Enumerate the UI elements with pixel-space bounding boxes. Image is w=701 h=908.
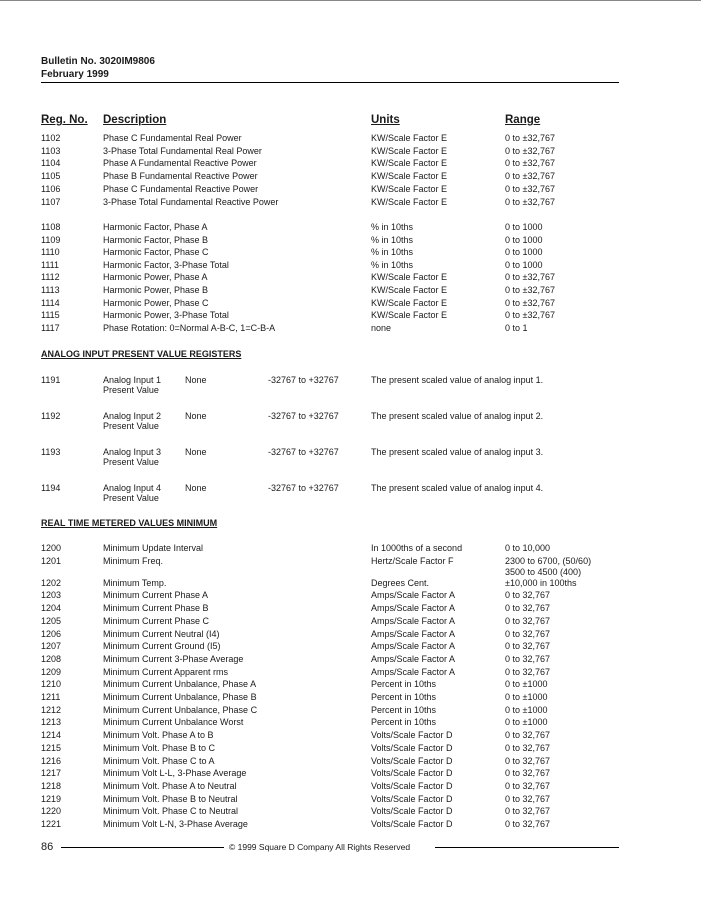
reg-description: Phase C Fundamental Real Power <box>103 133 242 143</box>
analog-name-line1: Analog Input 2 <box>103 411 162 421</box>
reg-range: 0 to ±32,767 <box>505 196 555 207</box>
table-row <box>0 818 701 831</box>
reg-description: Harmonic Power, Phase C <box>103 297 209 308</box>
reg-description: Phase B Fundamental Reactive Power <box>103 171 258 182</box>
reg-number: 1203 <box>41 590 62 601</box>
reg-range: 0 to 32,767 <box>505 603 551 614</box>
table-row <box>0 246 701 259</box>
table-row <box>0 322 701 335</box>
reg-units: Volts/Scale Factor D <box>371 742 453 753</box>
reg-description: Minimum Volt. Phase A to B <box>103 730 214 741</box>
reg-units: KW/Scale Factor E <box>371 272 448 283</box>
reg-number: 1215 <box>41 742 62 753</box>
reg-number: 1105 <box>41 171 61 182</box>
reg-description: Minimum Current Unbalance, Phase A <box>103 679 257 690</box>
reg-units: Volts/Scale Factor D <box>371 768 453 779</box>
reg-number: 1213 <box>41 717 62 728</box>
reg-description: Phase C Fundamental Reactive Power <box>103 183 259 194</box>
reg-description: Harmonic Factor, Phase B <box>103 234 209 245</box>
reg-number: 1106 <box>41 183 61 194</box>
analog-name-line2: Present Value <box>103 457 159 467</box>
table-row <box>0 678 701 691</box>
reg-range: 0 to 1000 <box>505 222 543 232</box>
reg-number: 1194 <box>41 483 61 493</box>
table-row <box>0 704 701 717</box>
analog-name-line1: Analog Input 1 <box>103 375 162 385</box>
reg-range: 0 to ±32,767 <box>505 272 555 283</box>
reg-description: Minimum Current Phase B <box>103 603 209 614</box>
table-row <box>0 196 701 209</box>
reg-range-secondary: 3500 to 4500 (400) <box>505 566 582 577</box>
reg-range: 0 to 32,767 <box>505 666 551 677</box>
col-header-description: Description <box>103 114 167 126</box>
table-row <box>0 309 701 322</box>
reg-units: Volts/Scale Factor D <box>371 730 453 741</box>
table-row <box>0 666 701 679</box>
reg-range: 0 to 32,767 <box>505 615 551 626</box>
reg-description: 3-Phase Total Fundamental Real Power <box>103 145 262 156</box>
reg-units: Volts/Scale Factor D <box>371 806 453 817</box>
table-row <box>0 157 701 170</box>
table-row <box>0 271 701 284</box>
reg-units: Hertz/Scale Factor F <box>371 555 454 566</box>
reg-description: Harmonic Factor, Phase C <box>103 247 209 258</box>
reg-range: 0 to 1000 <box>505 247 543 258</box>
reg-range: 0 to ±1000 <box>505 692 548 702</box>
reg-description: Minimum Volt. Phase C to A <box>103 755 215 766</box>
analog-name-line2: Present Value <box>103 385 159 395</box>
reg-number: 1113 <box>41 285 60 295</box>
reg-units: Degrees Cent. <box>371 577 430 588</box>
reg-range: 0 to ±1000 <box>505 679 548 690</box>
reg-units: Amps/Scale Factor A <box>371 641 456 652</box>
reg-number: 1216 <box>41 755 62 766</box>
reg-range: 0 to ±32,767 <box>505 133 555 143</box>
reg-number: 1206 <box>41 628 62 639</box>
table-row <box>0 615 701 628</box>
analog-description: The present scaled value of analog input 1. <box>371 375 544 385</box>
reg-units: Volts/Scale Factor D <box>371 819 453 829</box>
table-row <box>0 221 701 234</box>
reg-range: 0 to ±32,767 <box>505 297 555 308</box>
table-row <box>0 170 701 183</box>
reg-range: 0 to 32,767 <box>505 819 551 829</box>
reg-number: 1211 <box>41 692 61 702</box>
reg-number: 1107 <box>41 196 61 207</box>
analog-description: The present scaled value of analog input 2. <box>371 411 544 421</box>
reg-units: KW/Scale Factor E <box>371 171 448 182</box>
analog-description: The present scaled value of analog input 4. <box>371 483 544 493</box>
reg-description: Minimum Current Neutral (I4) <box>103 628 220 639</box>
table-row <box>0 805 701 818</box>
reg-units: KW/Scale Factor E <box>371 158 448 169</box>
reg-units: % in 10ths <box>371 247 414 258</box>
table-row <box>0 755 701 768</box>
reg-number: 1191 <box>41 375 61 385</box>
reg-number: 1214 <box>41 730 62 741</box>
bulletin-date: February 1999 <box>41 69 109 80</box>
reg-range: 0 to ±1000 <box>505 717 548 728</box>
reg-number: 1209 <box>41 666 62 677</box>
reg-range: 0 to 32,767 <box>505 806 551 817</box>
col-header-reg: Reg. No. <box>41 114 88 126</box>
reg-number: 1104 <box>41 158 61 169</box>
table-row <box>0 640 701 653</box>
reg-description: Minimum Freq. <box>103 555 164 566</box>
footer-rule-left <box>61 847 224 848</box>
table-row <box>0 729 701 742</box>
reg-description: Phase A Fundamental Reactive Power <box>103 158 257 169</box>
col-header-range: Range <box>505 114 541 126</box>
analog-row <box>0 411 701 433</box>
reg-range: 0 to 10,000 <box>505 543 551 553</box>
table-row <box>0 259 701 272</box>
page-number: 86 <box>41 841 54 853</box>
table-row <box>0 183 701 196</box>
reg-range: 0 to 32,767 <box>505 768 551 779</box>
reg-range: ±10,000 in 100ths <box>505 577 577 588</box>
table-row <box>0 602 701 615</box>
reg-units: % in 10ths <box>371 234 414 245</box>
bulletin-header <box>41 55 155 81</box>
reg-units: Volts/Scale Factor D <box>371 793 453 804</box>
reg-units: Amps/Scale Factor A <box>371 590 456 601</box>
reg-description: Minimum Current Unbalance, Phase B <box>103 692 257 702</box>
reg-range: 0 to ±32,767 <box>505 285 555 295</box>
reg-number: 1207 <box>41 641 62 652</box>
reg-number: 1108 <box>41 222 61 232</box>
reg-units: In 1000ths of a second <box>371 543 463 553</box>
table-row <box>0 542 701 555</box>
reg-description: Minimum Volt L-N, 3-Phase Average <box>103 819 248 829</box>
reg-number: 1110 <box>41 247 60 258</box>
reg-number: 1218 <box>41 780 62 791</box>
reg-units: Amps/Scale Factor A <box>371 666 456 677</box>
header-rule <box>41 82 619 83</box>
reg-units: Amps/Scale Factor A <box>371 603 456 614</box>
table-row <box>0 793 701 806</box>
reg-range: 0 to 32,767 <box>505 742 551 753</box>
reg-units: Percent in 10ths <box>371 679 437 690</box>
reg-number: 1103 <box>41 145 61 156</box>
table-row <box>0 234 701 247</box>
reg-units: Amps/Scale Factor A <box>371 615 456 626</box>
table-row <box>0 555 701 577</box>
reg-range: 0 to 32,767 <box>505 653 551 664</box>
reg-units: KW/Scale Factor E <box>371 196 448 207</box>
reg-units: Percent in 10ths <box>371 704 437 715</box>
reg-units: Amps/Scale Factor A <box>371 653 456 664</box>
reg-description: Harmonic Power, Phase A <box>103 272 208 283</box>
reg-number: 1115 <box>41 310 60 321</box>
reg-range: 0 to 1000 <box>505 234 543 245</box>
reg-description: Phase Rotation: 0=Normal A-B-C, 1=C-B-A <box>103 322 276 333</box>
reg-number: 1200 <box>41 543 62 553</box>
page-footer <box>0 840 701 854</box>
table-row <box>0 780 701 793</box>
table-row <box>0 628 701 641</box>
analog-name <box>103 411 173 431</box>
reg-description: Minimum Volt. Phase C to Neutral <box>103 806 239 817</box>
reg-range: 0 to 32,767 <box>505 755 551 766</box>
footer-rule-right <box>435 847 619 848</box>
reg-number: 1109 <box>41 234 61 245</box>
reg-number: 1204 <box>41 603 62 614</box>
reg-range: 0 to 32,767 <box>505 730 551 741</box>
reg-range: 0 to 32,767 <box>505 590 551 601</box>
reg-units: none <box>371 322 392 333</box>
analog-range: -32767 to +32767 <box>268 375 339 385</box>
reg-description: Minimum Current Apparent rms <box>103 666 229 677</box>
table-row <box>0 742 701 755</box>
analog-range: -32767 to +32767 <box>268 411 339 421</box>
reg-number: 1212 <box>41 704 62 715</box>
reg-description: Minimum Update Interval <box>103 543 204 553</box>
reg-range: 0 to ±32,767 <box>505 310 555 321</box>
table-row <box>0 297 701 310</box>
analog-default: None <box>185 483 207 493</box>
reg-description: Harmonic Power, 3-Phase Total <box>103 310 229 321</box>
copyright-text: © 1999 Square D Company All Rights Reserved <box>229 842 411 852</box>
analog-range: -32767 to +32767 <box>268 447 339 457</box>
analog-name <box>103 375 173 395</box>
reg-number: 1205 <box>41 615 62 626</box>
reg-number: 1114 <box>41 297 60 308</box>
reg-description: Minimum Current Unbalance Worst <box>103 717 244 728</box>
table-row <box>0 132 701 145</box>
reg-range: 0 to 32,767 <box>505 793 551 804</box>
reg-units: Volts/Scale Factor D <box>371 780 453 791</box>
reg-range: 0 to ±32,767 <box>505 171 555 182</box>
reg-number: 1111 <box>41 259 60 270</box>
reg-number: 1219 <box>41 793 62 804</box>
reg-description: Harmonic Factor, Phase A <box>103 222 208 232</box>
reg-description: Minimum Volt. Phase B to C <box>103 742 216 753</box>
reg-number: 1210 <box>41 679 62 690</box>
reg-number: 1192 <box>41 411 61 421</box>
reg-description: Minimum Current Ground (I5) <box>103 641 221 652</box>
reg-units: % in 10ths <box>371 259 414 270</box>
reg-number: 1201 <box>41 555 62 566</box>
reg-units: % in 10ths <box>371 222 414 232</box>
analog-default: None <box>185 447 207 457</box>
section-title-minimum: REAL TIME METERED VALUES MINIMUM <box>41 518 218 528</box>
analog-row <box>0 483 701 505</box>
reg-units: KW/Scale Factor E <box>371 145 448 156</box>
reg-units: Volts/Scale Factor D <box>371 755 453 766</box>
reg-range: 0 to ±32,767 <box>505 145 555 156</box>
reg-number: 1220 <box>41 806 62 817</box>
analog-row <box>0 375 701 397</box>
reg-units: KW/Scale Factor E <box>371 310 448 321</box>
page-top-border <box>0 0 701 1</box>
reg-units: KW/Scale Factor E <box>371 297 448 308</box>
reg-description: Minimum Volt. Phase A to Neutral <box>103 780 237 791</box>
reg-units: Percent in 10ths <box>371 717 437 728</box>
reg-description: Minimum Volt. Phase B to Neutral <box>103 793 238 804</box>
reg-units: KW/Scale Factor E <box>371 133 448 143</box>
reg-range: 0 to 32,767 <box>505 628 551 639</box>
reg-range: 0 to 32,767 <box>505 641 551 652</box>
table-row <box>0 284 701 297</box>
reg-description: 3-Phase Total Fundamental Reactive Power <box>103 196 279 207</box>
reg-number: 1202 <box>41 577 62 588</box>
reg-number: 1193 <box>41 447 61 457</box>
reg-description: Minimum Current Phase A <box>103 590 209 601</box>
analog-name-line2: Present Value <box>103 421 159 431</box>
reg-description: Harmonic Factor, 3-Phase Total <box>103 259 229 270</box>
reg-description: Minimum Current Unbalance, Phase C <box>103 704 258 715</box>
reg-units: KW/Scale Factor E <box>371 183 448 194</box>
analog-name <box>103 447 173 467</box>
analog-row <box>0 447 701 469</box>
table-row <box>0 767 701 780</box>
analog-name-line2: Present Value <box>103 493 159 503</box>
reg-description: Minimum Current 3-Phase Average <box>103 653 244 664</box>
section-title-analog: ANALOG INPUT PRESENT VALUE REGISTERS <box>41 349 242 359</box>
table-row <box>0 716 701 729</box>
reg-range: 0 to 1 <box>505 322 528 333</box>
reg-range: 0 to ±32,767 <box>505 183 555 194</box>
analog-range: -32767 to +32767 <box>268 483 339 493</box>
reg-description: Harmonic Power, Phase B <box>103 285 209 295</box>
reg-range: 0 to 32,767 <box>505 780 551 791</box>
reg-number: 1102 <box>41 133 61 143</box>
table-row <box>0 653 701 666</box>
reg-range: 0 to ±1000 <box>505 704 548 715</box>
analog-name-line1: Analog Input 3 <box>103 447 162 457</box>
reg-description: Minimum Volt L-L, 3-Phase Average <box>103 768 247 779</box>
reg-range: 2300 to 6700, (50/60) <box>505 555 592 566</box>
analog-default: None <box>185 375 207 385</box>
table-row <box>0 589 701 602</box>
col-header-units: Units <box>371 114 400 126</box>
reg-units: Percent in 10ths <box>371 692 437 702</box>
analog-default: None <box>185 411 207 421</box>
reg-number: 1221 <box>41 819 62 829</box>
analog-description: The present scaled value of analog input 3. <box>371 447 544 457</box>
table-row <box>0 577 701 590</box>
reg-range: 0 to 1000 <box>505 259 543 270</box>
reg-number: 1112 <box>41 272 60 283</box>
reg-units: Amps/Scale Factor A <box>371 628 456 639</box>
reg-number: 1217 <box>41 768 62 779</box>
reg-number: 1117 <box>41 322 60 333</box>
analog-name-line1: Analog Input 4 <box>103 483 162 493</box>
analog-name <box>103 483 173 503</box>
reg-description: Minimum Current Phase C <box>103 615 210 626</box>
reg-units: KW/Scale Factor E <box>371 285 448 295</box>
reg-range: 0 to ±32,767 <box>505 158 555 169</box>
reg-description: Minimum Temp. <box>103 577 167 588</box>
bulletin-number: Bulletin No. 3020IM9806 <box>41 56 155 67</box>
reg-number: 1208 <box>41 653 62 664</box>
table-row <box>0 145 701 158</box>
table-row <box>0 691 701 704</box>
